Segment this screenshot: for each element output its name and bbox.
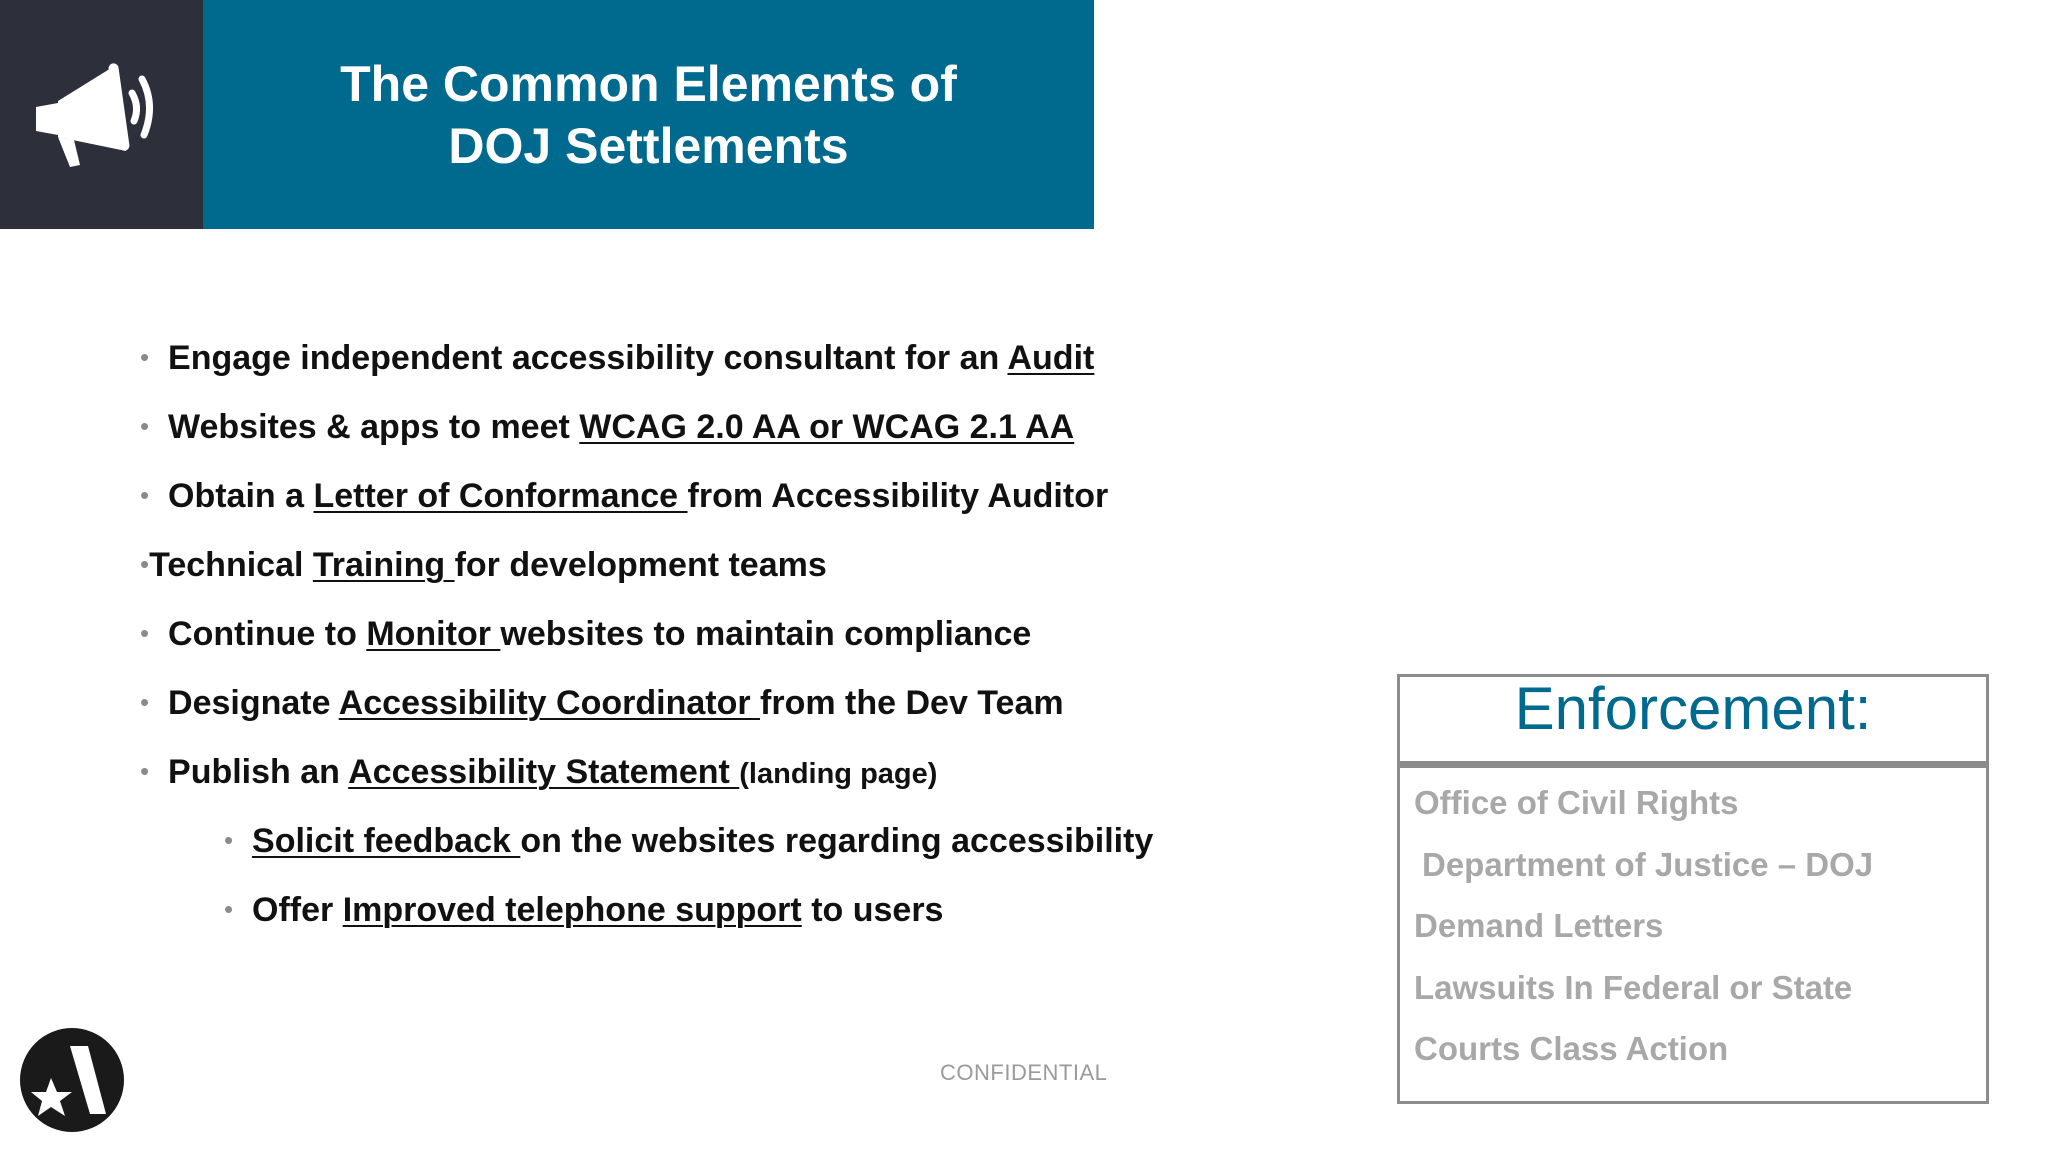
enforcement-item: Courts Class Action [1414,1030,1729,1067]
bullet-dot: • [140,687,150,717]
bullet-text-tail: from the Dev Team [760,684,1064,722]
bullet-text: Engage independent accessibility consultant for an [168,339,1008,377]
title-line-2: DOJ Settlements [448,117,849,174]
bullet-dot: • [140,342,150,372]
bullet-underlined-term: WCAG 2.0 AA or WCAG 2.1 AA [579,408,1075,446]
megaphone-icon [28,55,168,175]
sub-bullet-item [224,821,1153,863]
bullet-dot: • [224,825,234,855]
bullet-dot: • [140,411,150,441]
bullet-text: Publish an [168,753,349,791]
bullet-text-tail: for development teams [454,546,827,584]
bullet-text: Obtain a [168,477,314,515]
bullet-underlined-term: Accessibility Statement [348,753,740,791]
bullet-underlined-term: Monitor [366,615,501,653]
enforcement-item: Lawsuits In Federal or State [1414,969,1853,1006]
header-title-box [203,0,1094,229]
bullet-dot: • [224,894,234,924]
bullet-dot: • [140,480,150,510]
title-line-1: The Common Elements of [340,55,957,112]
bullet-text: Technical [149,546,313,584]
enforcement-divider [1400,761,1986,768]
bullet-underlined-term: Training [312,546,455,584]
bullet-text-tail: (landing page) [739,758,938,790]
bullet-underlined-term: Audit [1007,339,1095,377]
bullet-text: Offer [252,891,343,929]
star-a-logo-icon [20,1028,124,1132]
confidential-label: CONFIDENTIAL [940,1060,1108,1085]
enforcement-item: Office of Civil Rights [1414,784,1739,821]
bullet-item [140,683,1064,725]
enforcement-title: Enforcement: [1514,675,1872,742]
header-icon-box [0,0,203,229]
bullet-dot: • [140,618,150,648]
bullet-dot: • [140,549,150,579]
bullet-item [140,476,1108,518]
bullet-underlined-term: Improved telephone support [342,891,802,929]
sub-bullet-item [224,890,943,932]
bullet-text: Websites & apps to meet [168,408,580,446]
enforcement-item: Department of Justice – DOJ [1422,846,1874,883]
bullet-item [140,545,827,587]
bullet-item [140,614,1031,656]
bullet-dot: • [140,756,150,786]
bullet-text: Continue to [168,615,367,653]
bullet-text-tail: websites to maintain compliance [500,615,1032,653]
bullet-item [140,407,1074,449]
enforcement-panel [1397,674,1989,1104]
page-title [340,53,957,177]
bullet-text-tail: on the websites regarding accessibility [520,822,1154,860]
bullet-item [140,338,1094,380]
bullet-text: Designate [168,684,339,722]
bullet-underlined-term: Solicit feedback [252,822,521,860]
enforcement-item: Demand Letters [1414,907,1664,944]
bullet-item [140,752,937,794]
bullet-underlined-term: Letter of Conformance [313,477,688,515]
bullet-text-tail: from Accessibility Auditor [687,477,1109,515]
bullet-underlined-term: Accessibility Coordinator [338,684,761,722]
bullet-text-tail: to users [801,891,944,929]
